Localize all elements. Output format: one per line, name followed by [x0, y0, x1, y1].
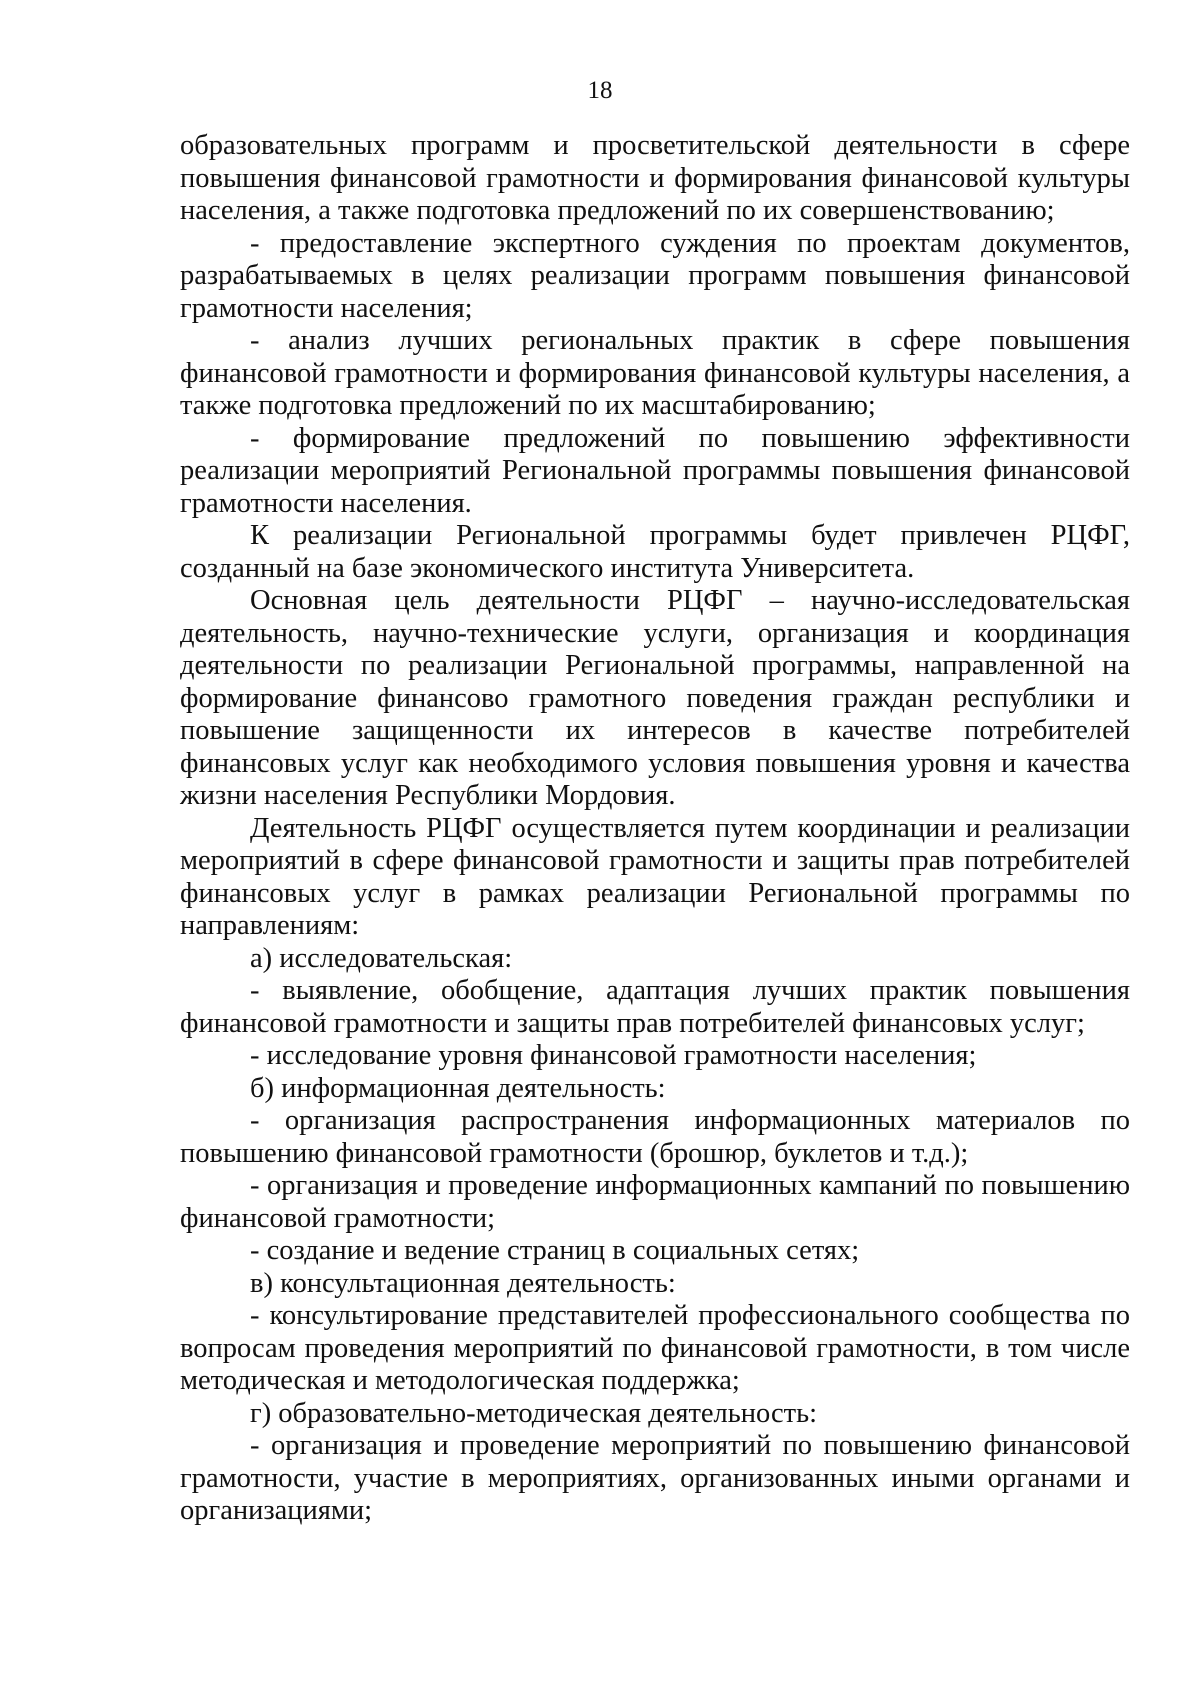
section-heading-education: г) образовательно-методическая деятельность: [250, 1397, 818, 1429]
list-item: - консультирование представителей профессионального сообщества по вопросам проведения мероприятий по финансовой грамотности, в том числе методическая и методологическая поддержка; [180, 1300, 1130, 1396]
paragraph: Деятельность РЦФГ осуществляется путем координации и реализации мероприятий в сфере финансовой грамотности и защиты прав потребителей финансовых услуг в рамках реализации Региональной программы по направлениям: [180, 812, 1130, 941]
list-item: - организация распространения информационных материалов по повышению финансовой грамотности (брошюр, буклетов и т.д.); [180, 1105, 1130, 1169]
document-body [180, 130, 1130, 1528]
paragraph: Основная цель деятельности РЦФГ – научно-исследовательская деятельность, научно-технические услуги, организация и координация деятельности по реализации Региональной программы, направленной на формирование финансово грамотного поведения граждан республики и повышение защищенности их интересов в качестве потребителей финансовых услуг как необходимого условия повышения уровня и качества жизни населения Республики Мордовия. [180, 585, 1130, 811]
list-item: - исследование уровня финансовой грамотности населения; [250, 1040, 977, 1071]
list-item: - создание и ведение страниц в социальных сетях; [250, 1235, 860, 1266]
paragraph: - предоставление экспертного суждения по проектам документов, разрабатываемых в целях реализации программ повышения финансовой грамотности населения; [180, 227, 1130, 324]
paragraph: - формирование предложений по повышению эффективности реализации мероприятий Региональной программы повышения финансовой грамотности населения. [180, 422, 1130, 519]
list-item: - выявление, обобщение, адаптация лучших практик повышения финансовой грамотности и защиты прав потребителей финансовых услуг; [180, 975, 1130, 1039]
list-item: - организация и проведение мероприятий по повышению финансовой грамотности, участие в мероприятиях, организованных иными органами и организациями; [180, 1430, 1130, 1526]
section-heading-research: а) исследовательская: [250, 942, 513, 974]
section-heading-consulting: в) консультационная деятельность: [250, 1267, 676, 1299]
section-heading-information: б) информационная деятельность: [250, 1072, 666, 1104]
paragraph: К реализации Региональной программы будет привлечен РЦФГ, созданный на базе экономического института Университета. [180, 520, 1130, 584]
paragraph: - анализ лучших региональных практик в сфере повышения финансовой грамотности и формирования финансовой культуры населения, а также подготовка предложений по их масштабированию; [180, 325, 1130, 421]
page-number: 18 [587, 77, 613, 104]
list-item: - организация и проведение информационных кампаний по повышению финансовой грамотности; [180, 1170, 1130, 1234]
paragraph: образовательных программ и просветительской деятельности в сфере повышения финансовой грамотности и формирования финансовой культуры населения, а также подготовка предложений по их совершенствованию; [180, 130, 1130, 226]
